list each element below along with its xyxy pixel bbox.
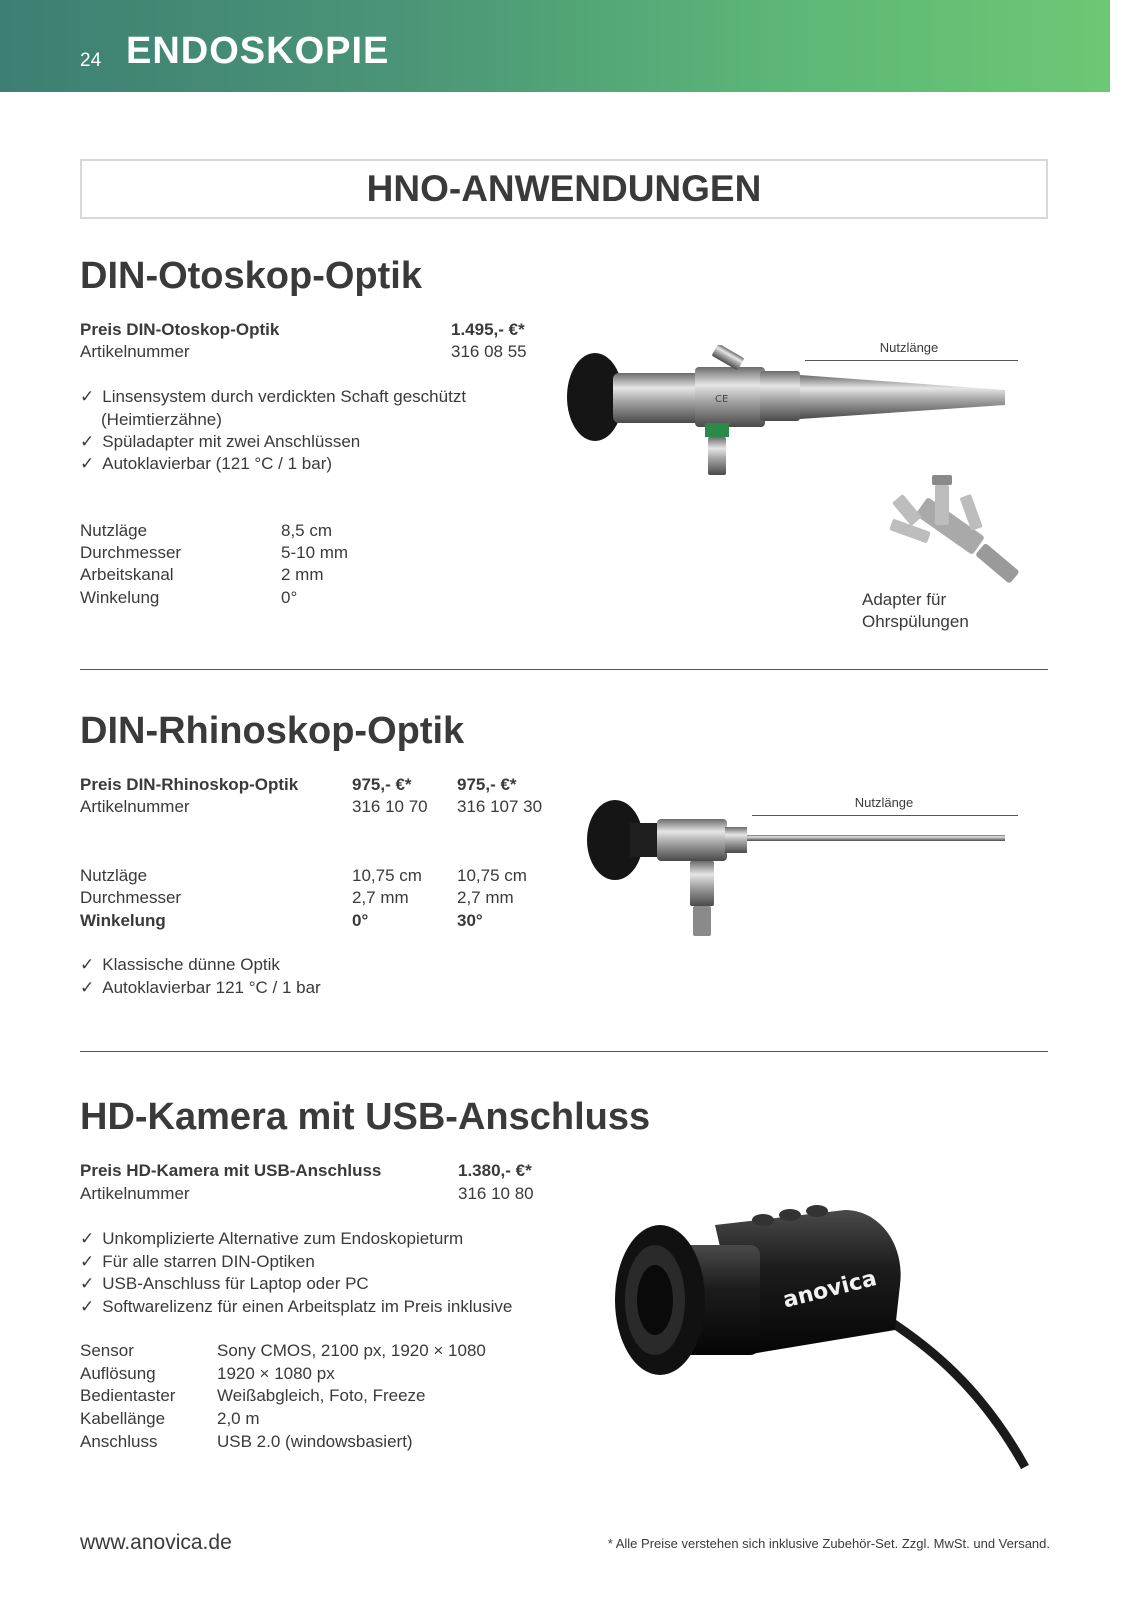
otoskop-spec-value: 2 mm [281, 565, 324, 584]
otoskop-price: 1.495,- €* [451, 320, 525, 339]
otoskop-spec-label: Arbeitskanal [80, 565, 174, 584]
otoskop-feature: ✓ Linsensystem durch verdickten Schaft geschützt [80, 387, 466, 407]
rhinoskop-article-1: 316 10 70 [352, 797, 428, 816]
otoskop-feature: ✓ Spüladapter mit zwei Anschlüssen [80, 432, 360, 452]
section-divider [80, 1051, 1048, 1052]
rhinoskop-length-label: Nutzlänge [854, 795, 914, 810]
kamera-price: 1.380,- €* [458, 1161, 532, 1180]
kamera-spec-label: Kabellänge [80, 1409, 166, 1428]
kamera-feature: ✓ Unkomplizierte Alternative zum Endoskopieturm [80, 1229, 463, 1249]
rhinoskop-feature: ✓ Klassische dünne Optik [80, 955, 280, 975]
kamera-spec-value: 2,0 m [217, 1409, 260, 1428]
otoskop-spec-value: 8,5 cm [281, 521, 333, 540]
otoskop-length-label: Nutzlänge [879, 340, 939, 355]
camera-brand: anovica [780, 1266, 880, 1314]
otoskop-spec-label: Durchmesser [80, 543, 182, 562]
rhinoskop-spec-v1: 2,7 mm [352, 888, 409, 907]
rhinoskop-spec-v2: 30° [457, 911, 483, 930]
adapter-caption: Ohrspülungen [862, 612, 969, 631]
page-number: 24 [80, 50, 102, 71]
section-divider [80, 669, 1048, 670]
kamera-spec-label: Anschluss [80, 1432, 158, 1451]
kamera-feature: ✓ USB-Anschluss für Laptop oder PC [80, 1274, 369, 1294]
kamera-spec-label: Sensor [80, 1341, 134, 1360]
rhinoskop-article-2: 316 107 30 [457, 797, 543, 816]
kamera-price-label: Preis HD-Kamera mit USB-Anschluss [80, 1161, 382, 1180]
adapter-image [880, 470, 1030, 595]
rhinoskop-spec-v2: 10,75 cm [457, 866, 527, 885]
kamera-feature: ✓ Softwarelizenz für einen Arbeitsplatz im Preis inklusive [80, 1297, 512, 1317]
rhinoskop-spec-v1: 0° [352, 911, 369, 930]
kamera-spec-value: Sony CMOS, 2100 px, 1920 × 1080 [217, 1341, 486, 1360]
kamera-title: HD-Kamera mit USB-Anschluss [80, 1096, 651, 1138]
rhinoskop-image [585, 795, 1025, 945]
rhinoskop-spec-label: Winkelung [80, 911, 166, 930]
rhinoskop-spec-label: Durchmesser [80, 888, 182, 907]
otoskop-image [565, 345, 1025, 485]
rhinoskop-feature: ✓ Autoklavierbar 121 °C / 1 bar [80, 978, 321, 998]
kamera-spec-label: Auflösung [80, 1364, 156, 1383]
kamera-article-label: Artikelnummer [80, 1184, 190, 1203]
kamera-article: 316 10 80 [458, 1184, 534, 1203]
footer-url[interactable]: www.anovica.de [80, 1531, 232, 1554]
category-banner: HNO-ANWENDUNGEN [80, 159, 1048, 219]
rhinoskop-spec-label: Nutzläge [80, 866, 148, 885]
footer-note: * Alle Preise verstehen sich inklusive Zubehör-Set. Zzgl. MwSt. und Versand. [607, 1536, 1050, 1551]
otoskop-feature: ✓ Autoklavierbar (121 °C / 1 bar) [80, 454, 332, 474]
rhinoskop-article-label: Artikelnummer [80, 797, 190, 816]
rhinoskop-spec-v2: 2,7 mm [457, 888, 514, 907]
kamera-spec-label: Bedientaster [80, 1386, 176, 1405]
rhinoskop-price-2: 975,- €* [457, 775, 517, 794]
otoskop-title: DIN-Otoskop-Optik [80, 255, 422, 297]
otoskop-spec-value: 5-10 mm [281, 543, 349, 562]
rhinoskop-price-1: 975,- €* [352, 775, 412, 794]
kamera-feature: ✓ Für alle starren DIN-Optiken [80, 1252, 315, 1272]
section-title: ENDOSKOPIE [126, 30, 390, 72]
adapter-caption: Adapter für [862, 590, 947, 609]
kamera-spec-value: Weißabgleich, Foto, Freeze [217, 1386, 426, 1405]
svg-text:CE: CE [715, 394, 729, 405]
otoskop-spec-value: 0° [281, 588, 298, 607]
camera-image [605, 1205, 1045, 1475]
kamera-spec-value: USB 2.0 (windowsbasiert) [217, 1432, 413, 1451]
otoskop-feature: (Heimtierzähne) [101, 410, 222, 429]
otoskop-spec-label: Winkelung [80, 588, 160, 607]
otoskop-article-label: Artikelnummer [80, 342, 190, 361]
rhinoskop-title: DIN-Rhinoskop-Optik [80, 710, 465, 752]
otoskop-article: 316 08 55 [451, 342, 527, 361]
otoskop-spec-label: Nutzläge [80, 521, 148, 540]
kamera-spec-value: 1920 × 1080 px [217, 1364, 335, 1383]
rhinoskop-spec-v1: 10,75 cm [352, 866, 422, 885]
page-header [0, 0, 1110, 92]
otoskop-price-label: Preis DIN-Otoskop-Optik [80, 320, 280, 339]
rhinoskop-price-label: Preis DIN-Rhinoskop-Optik [80, 775, 299, 794]
